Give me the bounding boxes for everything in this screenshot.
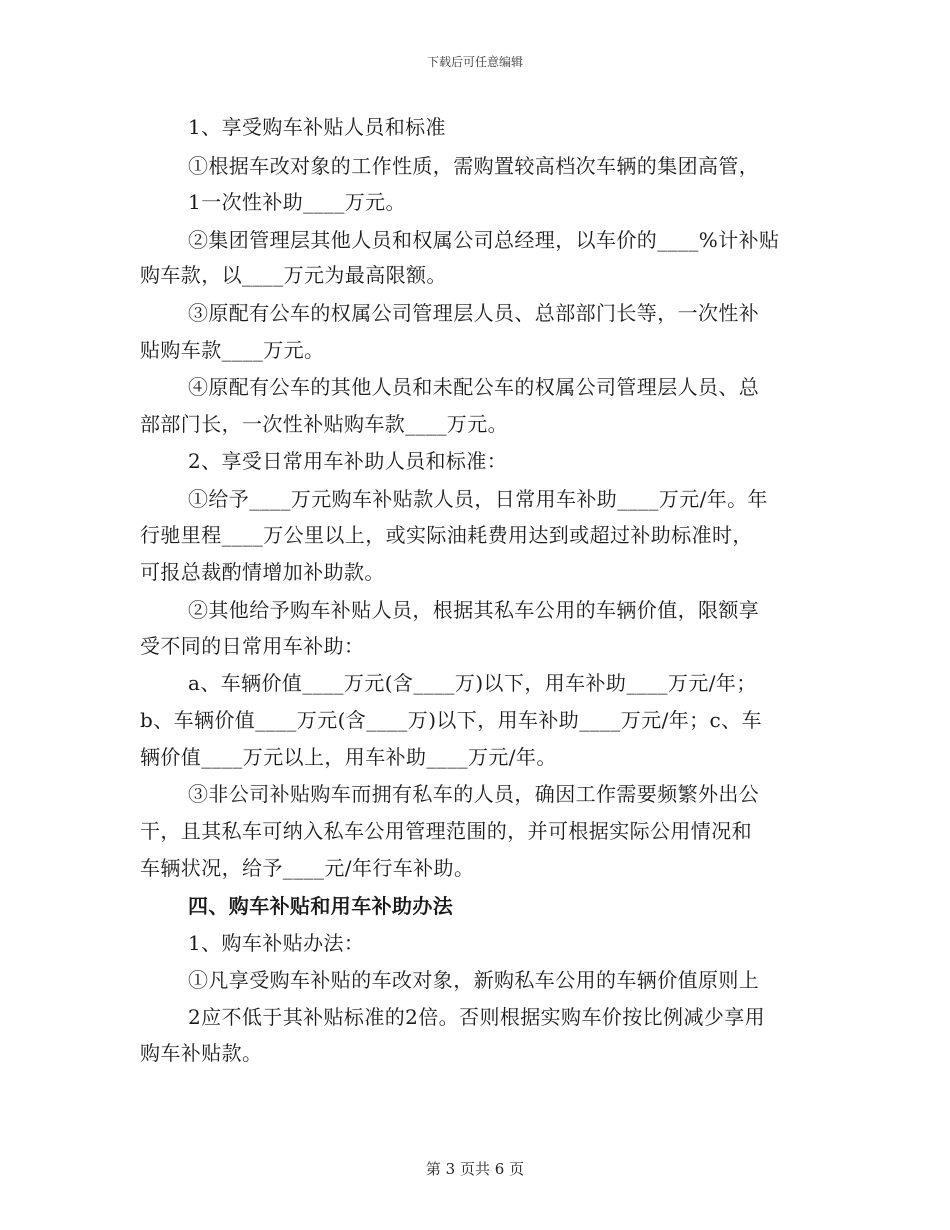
paragraph-line: ②其他给予购车补贴人员，根据其私车公用的车辆价值，限额享: [188, 598, 760, 622]
page-header: 下载后可任意编辑: [426, 55, 523, 69]
paragraph-line: 受不同的日常用车补助：: [140, 634, 365, 658]
paragraph-line: a、车辆价值____万元(含____万)以下，用车补助____万元/年；: [188, 671, 757, 695]
paragraph-line: b、车辆价值____万元(含____万)以下，用车补助____万元/年；c、车: [140, 708, 762, 732]
paragraph-line: 贴购车款____万元。: [140, 338, 325, 362]
paragraph-line: 部部门长，一次性补贴购车款____万元。: [140, 412, 508, 436]
paragraph-line: 行驰里程____万公里以上，或实际油耗费用达到或超过补助标准时，: [140, 523, 753, 547]
paragraph-line: 干，且其私车可纳入私车公用管理范围的，并可根据实际公用情况和: [140, 819, 752, 843]
paragraph-line: ③非公司补贴购车而拥有私车的人员，确因工作需要频繁外出公: [188, 782, 760, 806]
section-heading: 1、购车补贴办法：: [188, 931, 365, 955]
paragraph-line: 购车补贴款。: [140, 1041, 263, 1065]
paragraph-line: 可报总裁酌情增加补助款。: [140, 560, 385, 584]
page-footer: 第 3 页共 6 页: [425, 1160, 525, 1178]
paragraph-line: ①凡享受购车补贴的车改对象，新购私车公用的车辆价值原则上: [188, 968, 760, 992]
paragraph-line: 购车款，以____万元为最高限额。: [140, 263, 447, 287]
paragraph-line: ①根据车改对象的工作性质，需购置较高档次车辆的集团高管，: [188, 154, 760, 178]
section-heading: 2、享受日常用车补助人员和标准：: [188, 449, 508, 473]
section-heading: 1、享受购车补贴人员和标准: [188, 115, 446, 139]
paragraph-line: 辆价值____万元以上，用车补助____万元/年。: [140, 745, 557, 769]
paragraph-line: 2应不低于其补贴标准的2倍。否则根据实购车价按比例减少享用: [188, 1005, 766, 1029]
section-heading-bold: 四、购车补贴和用车补助办法: [188, 894, 454, 918]
paragraph-line: 车辆状况，给予____元/年行车补助。: [140, 856, 475, 880]
paragraph-line: ②集团管理层其他人员和权属公司总经理，以车价的____%计补贴: [188, 228, 780, 252]
paragraph-line: ④原配有公车的其他人员和未配公车的权属公司管理层人员、总: [188, 375, 760, 399]
paragraph-line: ①给予____万元购车补贴款人员，日常用车补助____万元/年。年: [188, 487, 768, 511]
paragraph-line: 1一次性补助____万元。: [188, 190, 406, 214]
paragraph-line: ③原配有公车的权属公司管理层人员、总部部门长等，一次性补: [188, 301, 760, 325]
